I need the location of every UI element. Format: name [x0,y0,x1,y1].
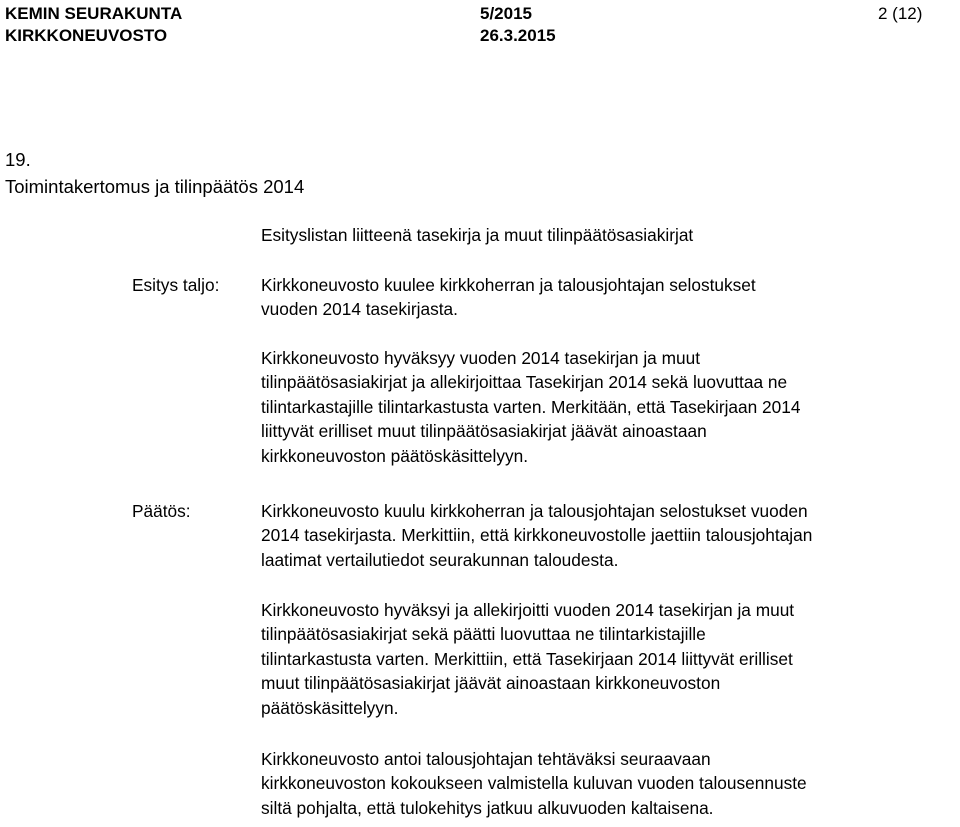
text-line: Kirkkoneuvosto kuulee kirkkoherran ja talousjohtajan selostukset [261,275,756,295]
proposal-paragraph-2 [261,346,801,468]
text-line: tilintarkastusta varten. Merkittiin, että Tasekirjaan 2014 liittyvät erilliset [261,648,793,669]
page-number: 2 (12) [878,4,923,23]
proposal-label: Esitys taljo: [132,275,220,295]
meeting-number: 5/2015 [480,4,532,23]
text-line: tilinpäätösasiakirjat sekä päätti luovuttaa ne tilintarkistajille [261,624,706,645]
item-title: Toimintakertomus ja tilinpäätös 2014 [5,176,305,197]
text-line: Kirkkoneuvosto hyväksyy vuoden 2014 tasekirjan ja muut [261,348,700,368]
decision-paragraph-1 [261,499,812,572]
text-line: muut tilinpäätösasiakirjat jäävät ainoastaan kirkkoneuvoston [261,673,721,694]
text-line: Kirkkoneuvosto kuulu kirkkoherran ja talousjohtajan selostukset vuoden [261,501,808,521]
text-line: päätöskäsittelyyn. [261,697,399,718]
text-line: laatimat vertailutiedot seurakunnan taloudesta. [261,549,619,570]
meeting-date: 26.3.2015 [480,26,556,45]
organization-name: KEMIN SEURAKUNTA [5,4,183,23]
proposal-paragraph-1 [261,273,756,322]
text-line: tilintarkastajille tilintarkastusta varten. Merkitään, että Tasekirjaan 2014 [261,396,801,417]
text-line: kirkkoneuvoston päätöskäsittelyyn. [261,445,529,466]
attachment-line: Esityslistan liitteenä tasekirja ja muut tilinpäätösasiakirjat [261,225,694,245]
text-line: kirkkoneuvoston kokoukseen valmistella kuluvan vuoden talousennuste [261,773,807,794]
text-line: siltä pohjalta, että tulokehitys jatkuu alkuvuoden kaltaisena. [261,797,714,818]
item-number: 19. [5,149,31,170]
text-line: 2014 tasekirjasta. Merkittiin, että kirkkoneuvostolle jaettiin talousjohtajan [261,525,813,546]
body-name: KIRKKONEUVOSTO [5,26,168,45]
text-line: Kirkkoneuvosto hyväksyi ja allekirjoitti vuoden 2014 tasekirjan ja muut [261,600,795,620]
decision-paragraph-3 [261,747,807,820]
text-line: Kirkkoneuvosto antoi talousjohtajan tehtäväksi seuraavaan [261,749,711,769]
decision-paragraph-2 [261,598,794,720]
text-line: vuoden 2014 tasekirjasta. [261,299,458,320]
text-line: liittyvät erilliset muut tilinpäätösasiakirjat jäävät ainoastaan [261,421,707,442]
text-line: tilinpäätösasiakirjat ja allekirjoittaa Tasekirjan 2014 sekä luovuttaa ne [261,372,788,393]
decision-label: Päätös: [132,501,191,521]
